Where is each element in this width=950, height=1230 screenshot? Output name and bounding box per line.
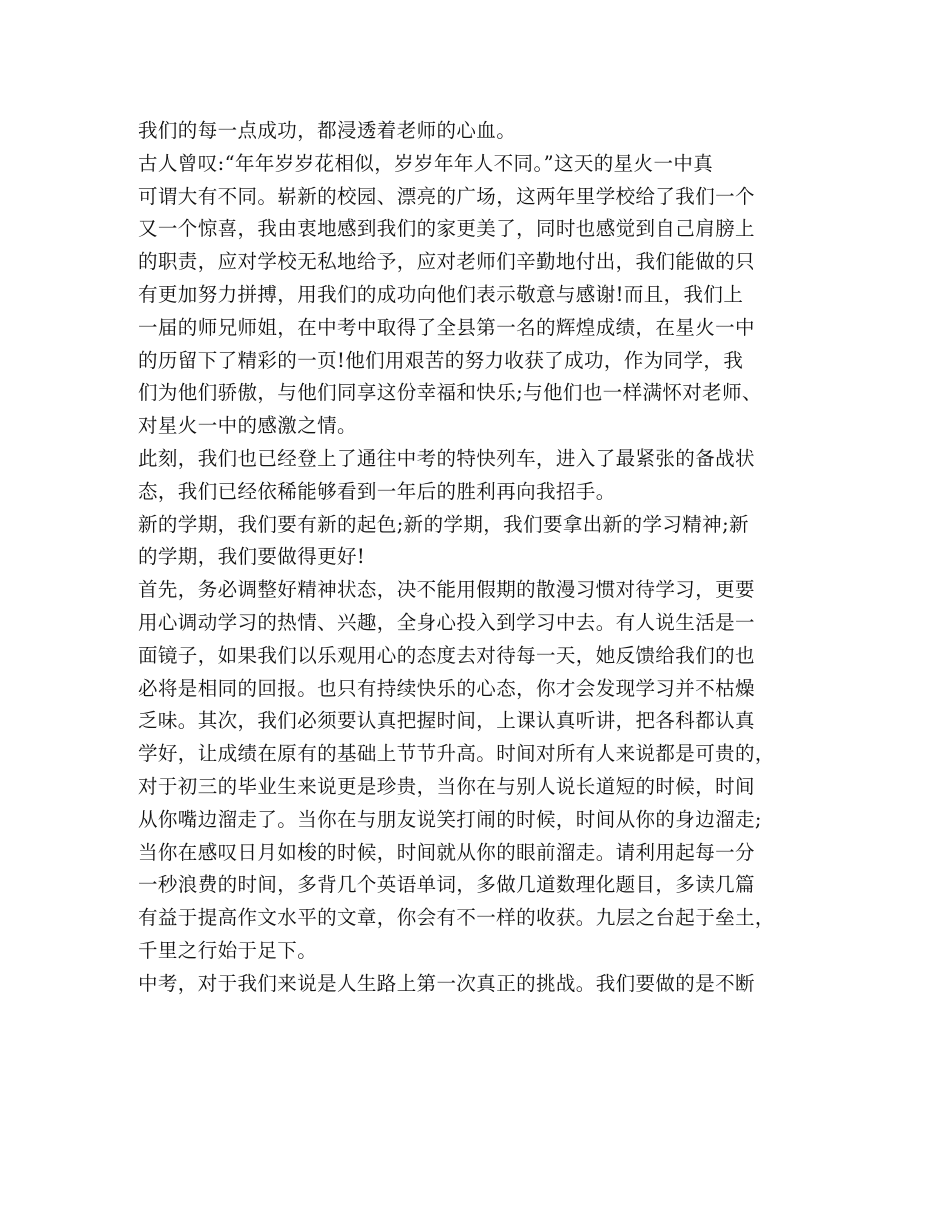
text-line: 从你嘴边溜走了。当你在与朋友说笑打闹的时候，时间从你的身边溜走; [138,807,762,831]
text-line: 此刻，我们也已经登上了通往中考的特快列车，进入了最紧张的备战状 [138,446,755,470]
text-line: 可谓大有不同。崭新的校园、漂亮的广场，这两年里学校给了我们一个 [138,184,755,208]
text-line: 的历留下了精彩的一页!他们用艰苦的努力收获了成功，作为同学，我 [138,348,744,372]
text-line: 我们的每一点成功，都浸透着老师的心血。 [138,119,517,142]
text-line: 对星火一中的感激之情。 [138,414,357,438]
text-line: 们为他们骄傲，与他们同享这份幸福和快乐;与他们也一样满怀对老师、 [138,381,762,405]
text-line: 态，我们已经依稀能够看到一年后的胜利再向我招手。 [138,479,616,503]
text-line: 首先，务必调整好精神状态，决不能用假期的散漫习惯对待学习，更要 [138,578,755,602]
text-line: 学好，让成绩在原有的基础上节节升高。时间对所有人来说都是可贵的， [138,742,775,766]
text-line: 古人曾叹:“年年岁岁花相似，岁岁年年人不同。”这天的星火一中真 [138,151,714,175]
text-line: 中考，对于我们来说是人生路上第一次真正的挑战。我们要做的是不断 [138,971,755,995]
text-line: 面镜子，如果我们以乐观用心的态度去对待每一天，她反馈给我们的也 [138,643,755,667]
text-line: 的职责，应对学校无私地给予，应对老师们辛勤地付出，我们能做的只 [138,250,755,274]
text-line: 又一个惊喜，我由衷地感到我们的家更美了，同时也感觉到自己肩膀上 [138,217,755,241]
text-line: 当你在感叹日月如梭的时候，时间就从你的眼前溜走。请利用起每一分 [138,840,755,864]
text-line: 有更加努力拼搏，用我们的成功向他们表示敬意与感谢!而且，我们上 [138,282,744,306]
text-line: 一秒浪费的时间，多背几个英语单词，多做几道数理化题目，多读几篇 [138,873,755,897]
text-line: 新的学期，我们要有新的起色;新的学期，我们要拿出新的学习精神;新 [138,512,749,536]
text-line: 有益于提高作文水平的文章，你会有不一样的收获。九层之台起于垒土， [138,906,775,930]
document-body [138,115,838,1001]
text-line: 千里之行始于足下。 [138,938,318,962]
text-line: 的学期，我们要做得更好! [138,545,366,569]
text-line: 必将是相同的回报。也只有持续快乐的心态，你才会发现学习并不枯燥 [138,676,755,700]
text-line: 一届的师兄师姐，在中考中取得了全县第一名的辉煌成绩，在星火一中 [138,315,755,339]
text-line: 对于初三的毕业生来说更是珍贵，当你在与别人说长道短的时候，时间 [138,774,755,798]
text-line: 乏味。其次，我们必须要认真把握时间，上课认真听讲，把各科都认真 [138,709,755,733]
text-line: 用心调动学习的热情、兴趣，全身心投入到学习中去。有人说生活是一 [138,610,755,634]
